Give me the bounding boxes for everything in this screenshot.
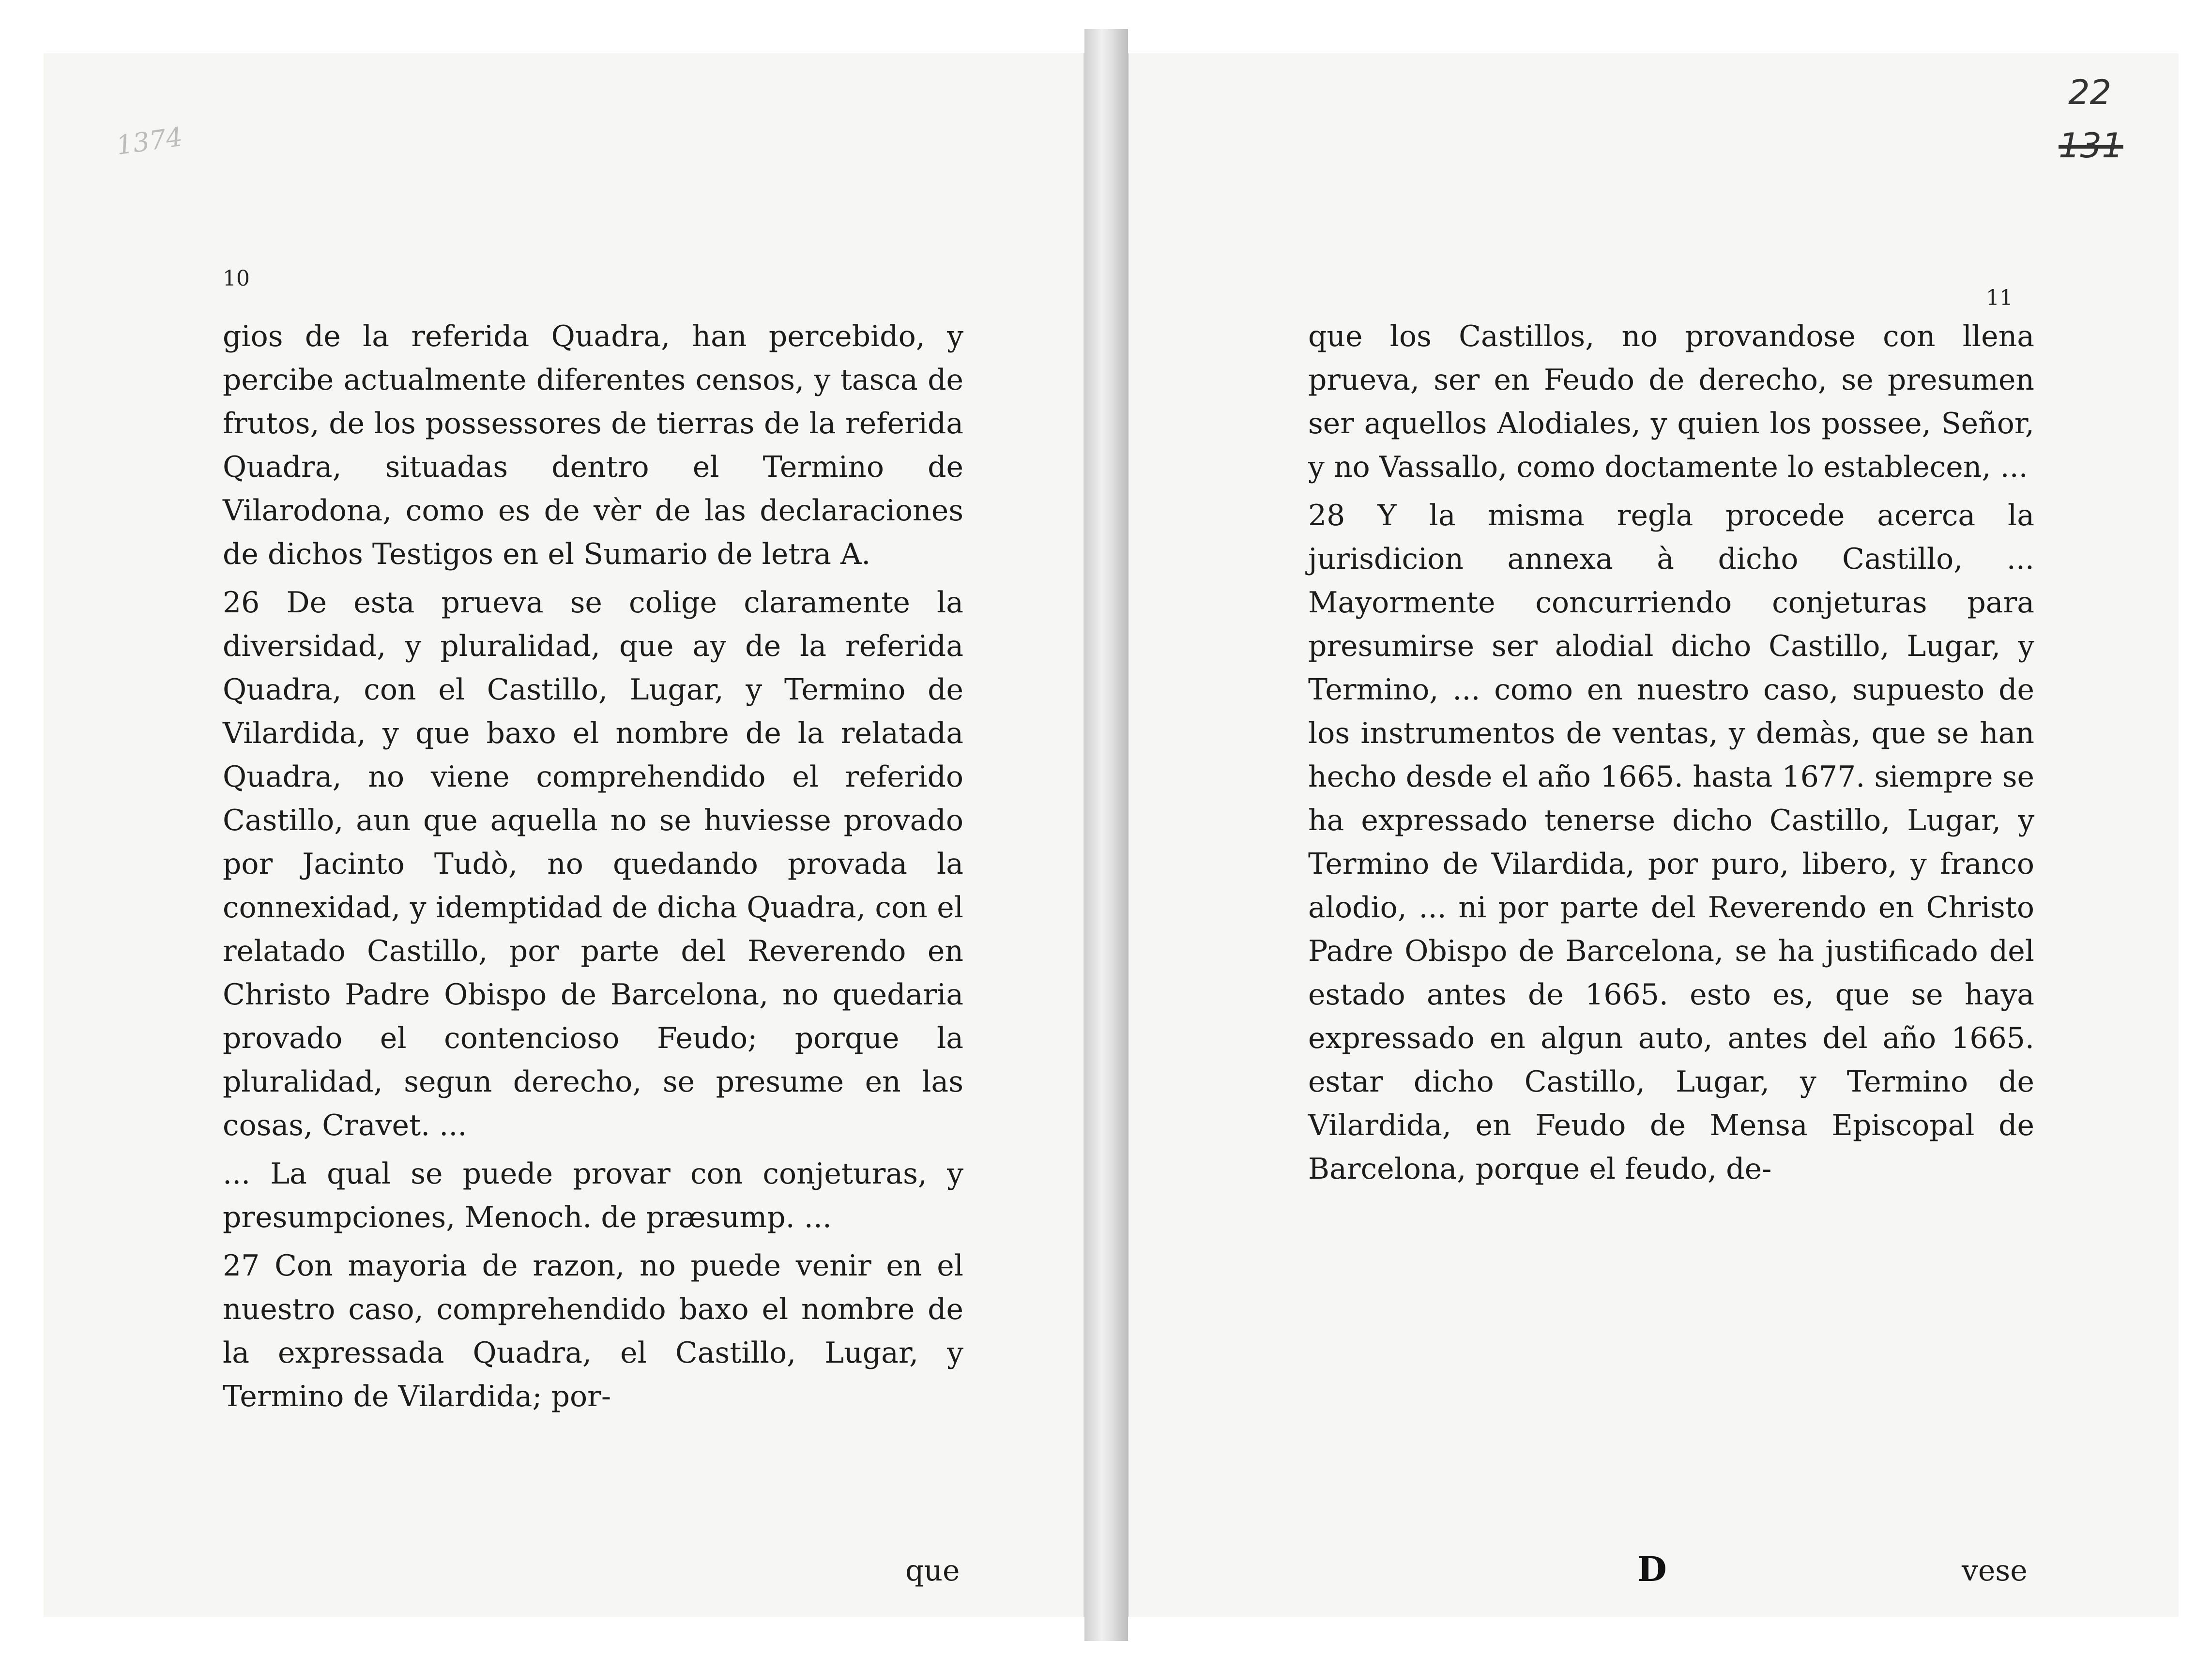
right-catchword: vese <box>1962 1554 2028 1588</box>
right-page-number: 11 <box>1986 286 2013 310</box>
right-page <box>1128 53 2179 1617</box>
right-text-column <box>1308 315 2034 1191</box>
left-text-column <box>223 315 963 1418</box>
left-paragraph-26: 26 De esta prueva se colige claramente la diversidad, y pluralidad, que ay de la referida Quadra, con el Castillo, Lugar, y Termino de Vilardida, y que baxo el nombre de la relatada Quadra, no viene comprehendido el referido Castillo, aun que aquella no se huviesse provado por Jacinto Tudò, no quedando provada la connexidad, y idemptidad de dicha Quadra, con el relatado Castillo, por parte del Reverendo en Christo Padre Obispo de Barcelona, no quedaria provado el contencioso Feudo; porque la pluralidad, segun derecho, se presume en las cosas, Cravet. ... <box>223 586 963 1142</box>
left-paragraph-1: gios de la referida Quadra, han percebido, y percibe actualmente diferentes censos, y tasca de frutos, de los possessores de tierras de la referida Quadra, situadas dentro el Termino de Vilarodona, como es de vèr de las declaraciones de dichos Testigos en el Sumario de letra A. <box>223 319 963 571</box>
folio-number-old-note: 131 <box>2059 126 2123 166</box>
right-paragraph-1: que los Castillos, no provandose con llena prueva, ser en Feudo de derecho, se presumen ser aquellos Alodiales, y quien los possee, Señor, y no Vassallo, como doctamente lo establecen, ... <box>1308 319 2034 484</box>
signature-mark: D <box>1637 1549 1667 1589</box>
left-page <box>44 53 1084 1617</box>
right-paragraph-28: 28 Y la misma regla procede acerca la jurisdicion annexa à dicho Castillo, ... Mayormente concurriendo conjeturas para presumirse ser alodial dicho Castillo, Lugar, y Termino, ... como en nuestro caso, supuesto de los instrumentos de ventas, y demàs, que se han hecho desde el año 1665. hasta 1677. siempre se ha expressado tenerse dicho Castillo, Lugar, y Termino de Vilardida, por puro, libero, y franco alodio, ... ni por parte del Reverendo en Christo Padre Obispo de Barcelona, se ha justificado del estado antes de 1665. esto es, que se haya expressado en algun auto, antes del año 1665. estar dicho Castillo, Lugar, y Termino de Vilardida, en Feudo de Mensa Episcopal de Barcelona, porque el feudo, de- <box>1308 499 2034 1186</box>
left-paragraph-fragment: ... La qual se puede provar con conjeturas, y presumpciones, Menoch. de præsump. ... <box>223 1157 963 1234</box>
left-catchword: que <box>905 1554 960 1588</box>
book-gutter <box>1084 29 1128 1641</box>
left-margin-note: 1374 <box>114 121 185 161</box>
folio-number-note: 22 <box>2068 73 2112 112</box>
left-page-number: 10 <box>223 266 250 291</box>
left-paragraph-27: 27 Con mayoria de razon, no puede venir en el nuestro caso, comprehendido baxo el nombre de la expressada Quadra, el Castillo, Lugar, y Termino de Vilardida; por- <box>223 1249 963 1413</box>
